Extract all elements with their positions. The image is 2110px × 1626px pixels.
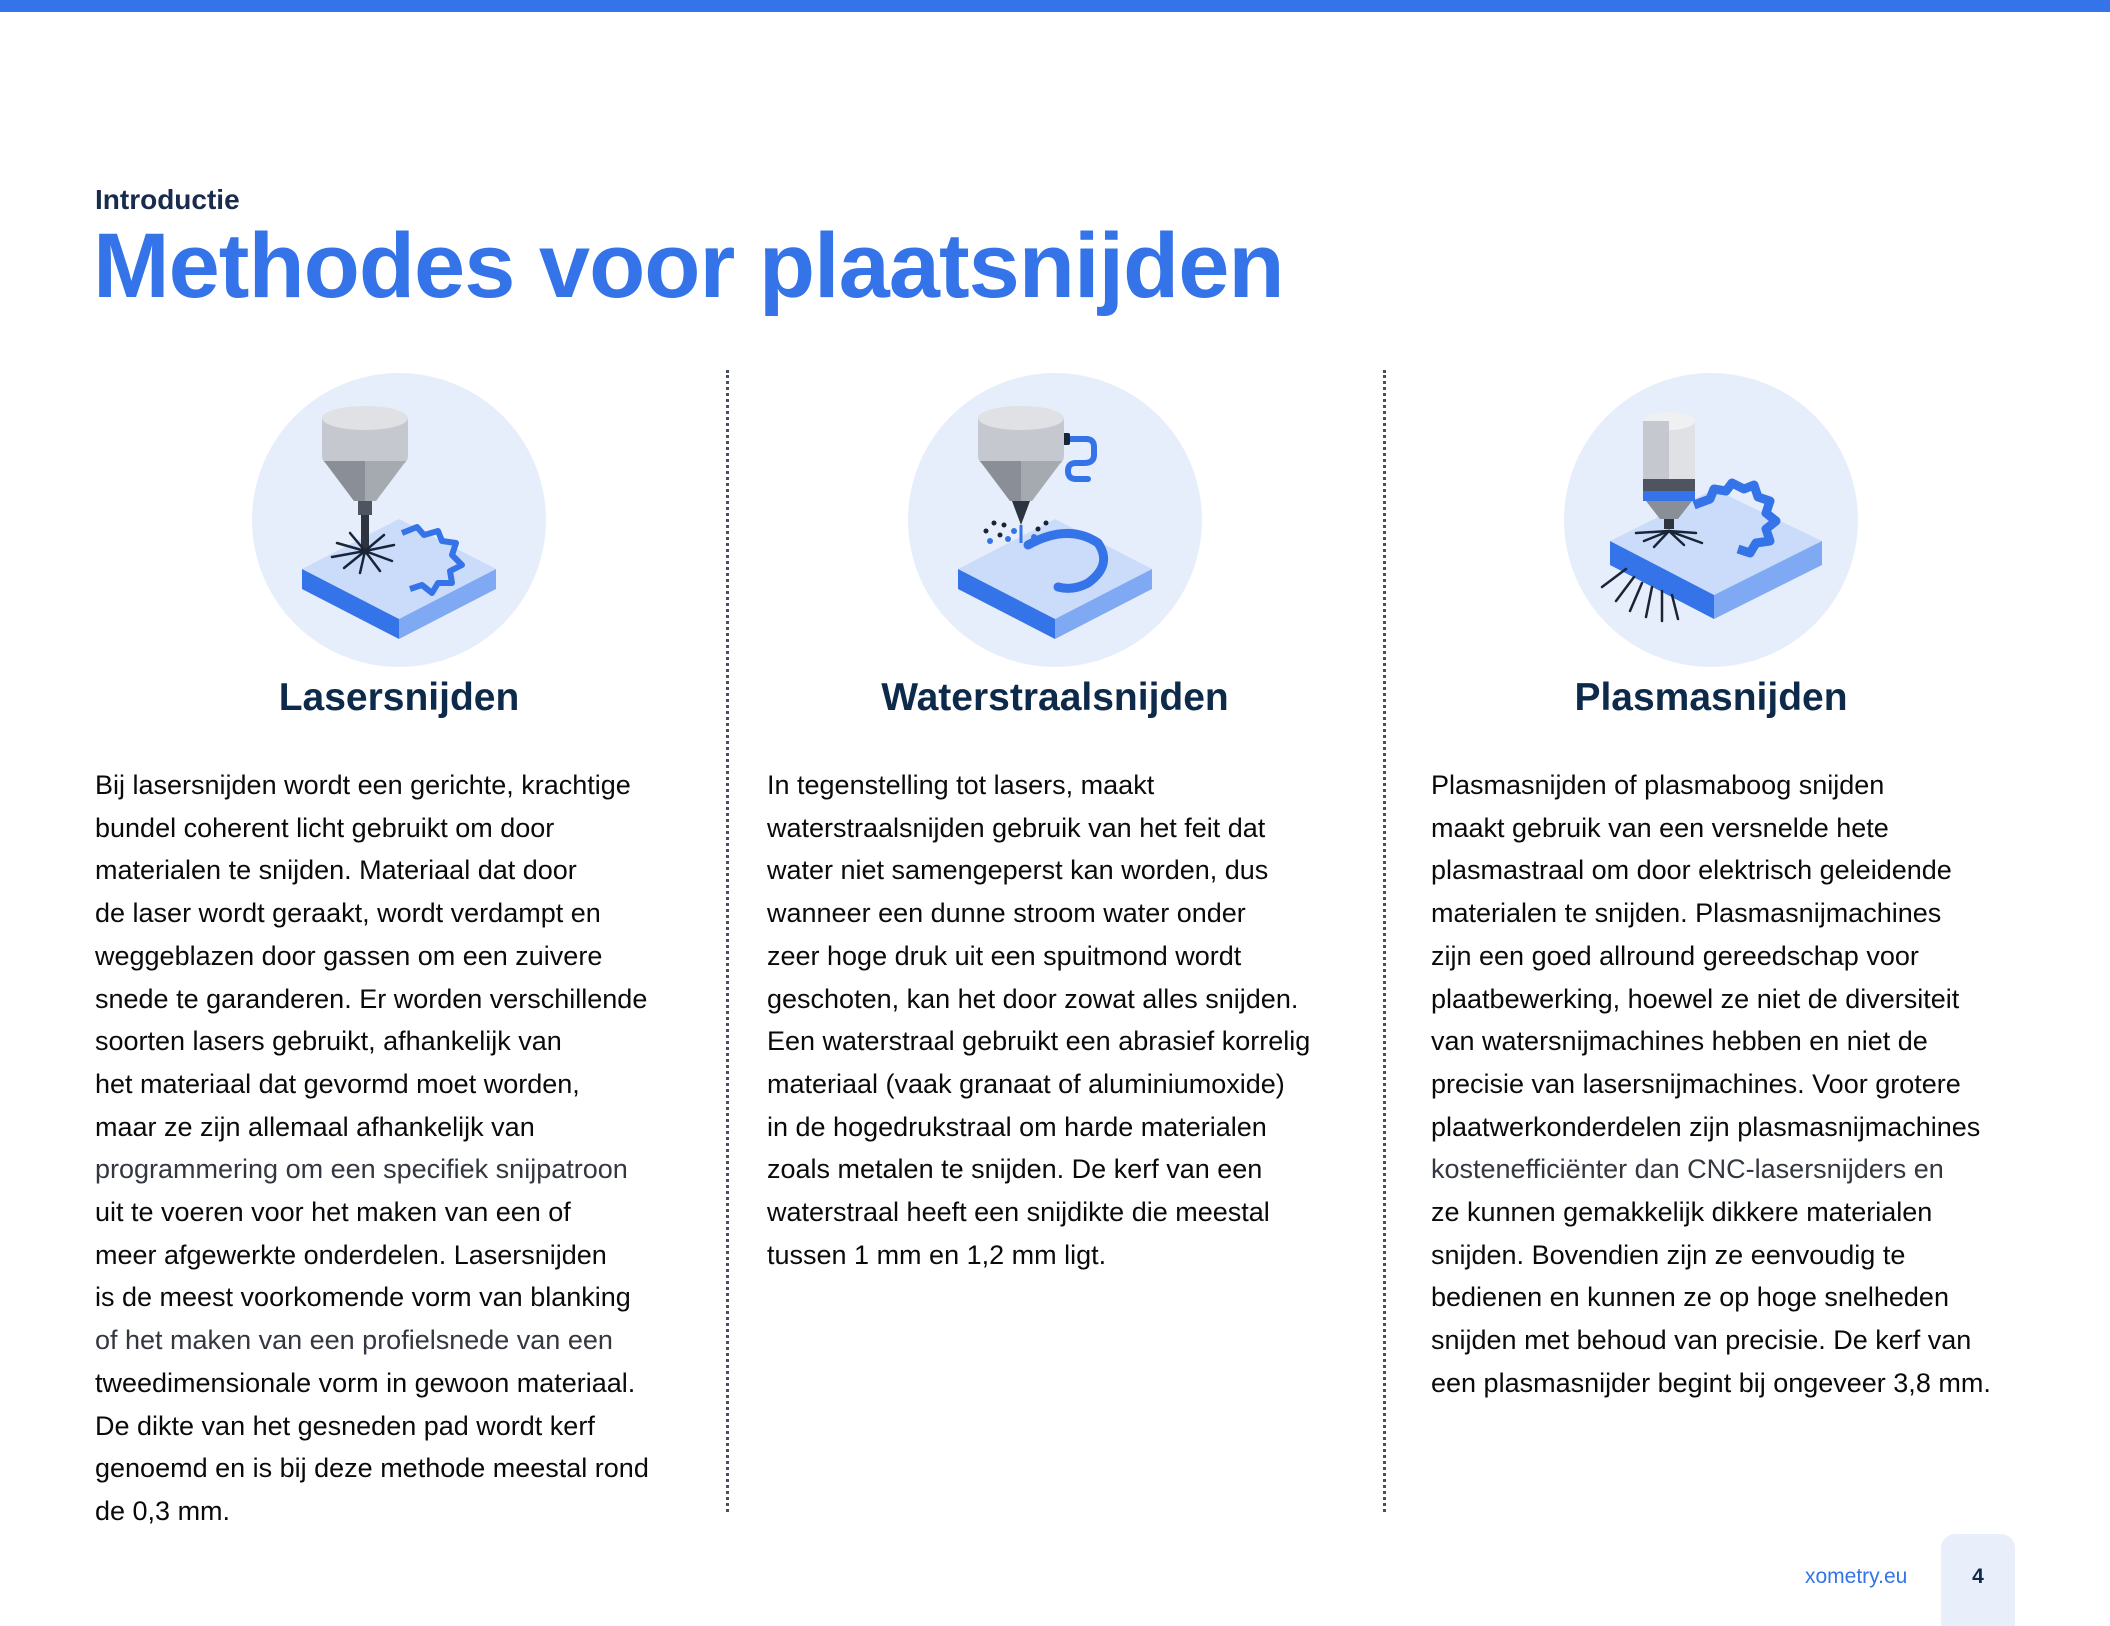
- text-line: Bij lasersnijden wordt een gerichte, krachtige: [95, 770, 631, 800]
- text-line: is de meest voorkomende vorm van blanking: [95, 1282, 631, 1313]
- text-line: snijden. Bovendien zijn ze eenvoudig te: [1431, 1239, 1906, 1270]
- text-line: uit te voeren voor het maken van een of: [95, 1197, 571, 1228]
- page-title: Methodes voor plaatsnijden: [93, 215, 1284, 317]
- footer-website-link[interactable]: xometry.eu: [1805, 1565, 1908, 1588]
- text-line: snede te garanderen. Er worden verschillende: [95, 983, 648, 1014]
- text-line: plaatbewerking, hoewel ze niet de diversiteit: [1431, 983, 1960, 1014]
- text-line: zoals metalen te snijden. De kerf van een: [767, 1154, 1263, 1185]
- text-line: waterstraal heeft een snijdikte die meestal: [767, 1197, 1270, 1228]
- text-line: De dikte van het gesneden pad wordt kerf: [95, 1410, 595, 1441]
- text-line: zeer hoge druk uit een spuitmond wordt: [767, 940, 1242, 971]
- plasma-cutting-icon: [1564, 373, 1858, 667]
- column-divider: [726, 370, 729, 1512]
- text-line: plasmastraal om door elektrisch geleidende: [1431, 855, 1952, 886]
- text-line: bundel coherent licht gebruikt om door: [95, 812, 555, 843]
- top-accent-bar: [0, 0, 2110, 12]
- text-line: ze kunnen gemakkelijk dikkere materialen: [1431, 1197, 1933, 1228]
- text-line: bedienen en kunnen ze op hoge snelheden: [1431, 1282, 1949, 1313]
- laser-cutting-icon: [252, 373, 546, 667]
- text-line: water niet samengeperst kan worden, dus: [767, 855, 1269, 886]
- text-line: in de hogedrukstraal om harde materialen: [767, 1111, 1267, 1142]
- text-line: weggeblazen door gassen om een zuivere: [95, 940, 603, 971]
- text-line: het materiaal dat gevormd moet worden,: [95, 1068, 580, 1099]
- text-line: van watersnijmachines hebben en niet de: [1431, 1026, 1928, 1057]
- text-line: In tegenstelling tot lasers, maakt: [767, 770, 1155, 800]
- text-line: materialen te snijden. Materiaal dat door: [95, 855, 577, 886]
- column-text: [1431, 764, 1991, 1405]
- text-line: programmering om een specifiek snijpatroon: [95, 1154, 628, 1185]
- text-line: snijden met behoud van precisie. De kerf van: [1431, 1325, 1972, 1356]
- text-line: wanneer een dunne stroom water onder: [767, 898, 1246, 929]
- section-eyebrow: Introductie: [95, 184, 240, 215]
- waterjet-cutting-icon: [908, 373, 1202, 667]
- text-line: Plasmasnijden of plasmaboog snijden: [1431, 770, 1885, 800]
- page-number: 4: [1972, 1565, 1984, 1588]
- column-heading: Plasmasnijden: [1574, 676, 1848, 719]
- text-line: geschoten, kan het door zowat alles snijden.: [767, 983, 1299, 1014]
- column-divider: [1383, 370, 1386, 1512]
- text-line: zijn een goed allround gereedschap voor: [1431, 940, 1919, 971]
- text-line: maar ze zijn allemaal afhankelijk van: [95, 1111, 535, 1142]
- column-heading: Waterstraalsnijden: [881, 676, 1229, 719]
- text-line: genoemd en is bij deze methode meestal rond: [95, 1453, 649, 1484]
- text-line: meer afgewerkte onderdelen. Lasersnijden: [95, 1239, 607, 1270]
- text-line: of het maken van een profielsnede van een: [95, 1325, 613, 1356]
- column-text: [95, 764, 649, 1533]
- text-line: tweedimensionale vorm in gewoon materiaal.: [95, 1367, 636, 1398]
- text-line: een plasmasnijder begint bij ongeveer 3,8 mm.: [1431, 1367, 1991, 1398]
- column-heading: Lasersnijden: [278, 676, 520, 719]
- text-line: tussen 1 mm en 1,2 mm ligt.: [767, 1239, 1107, 1270]
- text-line: materiaal (vaak granaat of aluminiumoxide): [767, 1068, 1285, 1099]
- page-number-badge: [1941, 1534, 2015, 1626]
- text-line: precisie van lasersnijmachines. Voor grotere: [1431, 1068, 1961, 1099]
- text-line: maakt gebruik van een versnelde hete: [1431, 812, 1889, 843]
- text-line: soorten lasers gebruikt, afhankelijk van: [95, 1026, 562, 1057]
- text-line: waterstraalsnijden gebruik van het feit dat: [767, 812, 1266, 843]
- column-text: [767, 764, 1310, 1276]
- text-line: kostenefficiënter dan CNC-lasersnijders en: [1431, 1154, 1944, 1185]
- text-line: Een waterstraal gebruikt een abrasief korrelig: [767, 1026, 1311, 1057]
- text-line: de 0,3 mm.: [95, 1495, 231, 1526]
- text-line: de laser wordt geraakt, wordt verdampt en: [95, 898, 601, 929]
- text-line: plaatwerkonderdelen zijn plasmasnijmachines: [1431, 1111, 1981, 1142]
- text-line: materialen te snijden. Plasmasnijmachines: [1431, 898, 1942, 929]
